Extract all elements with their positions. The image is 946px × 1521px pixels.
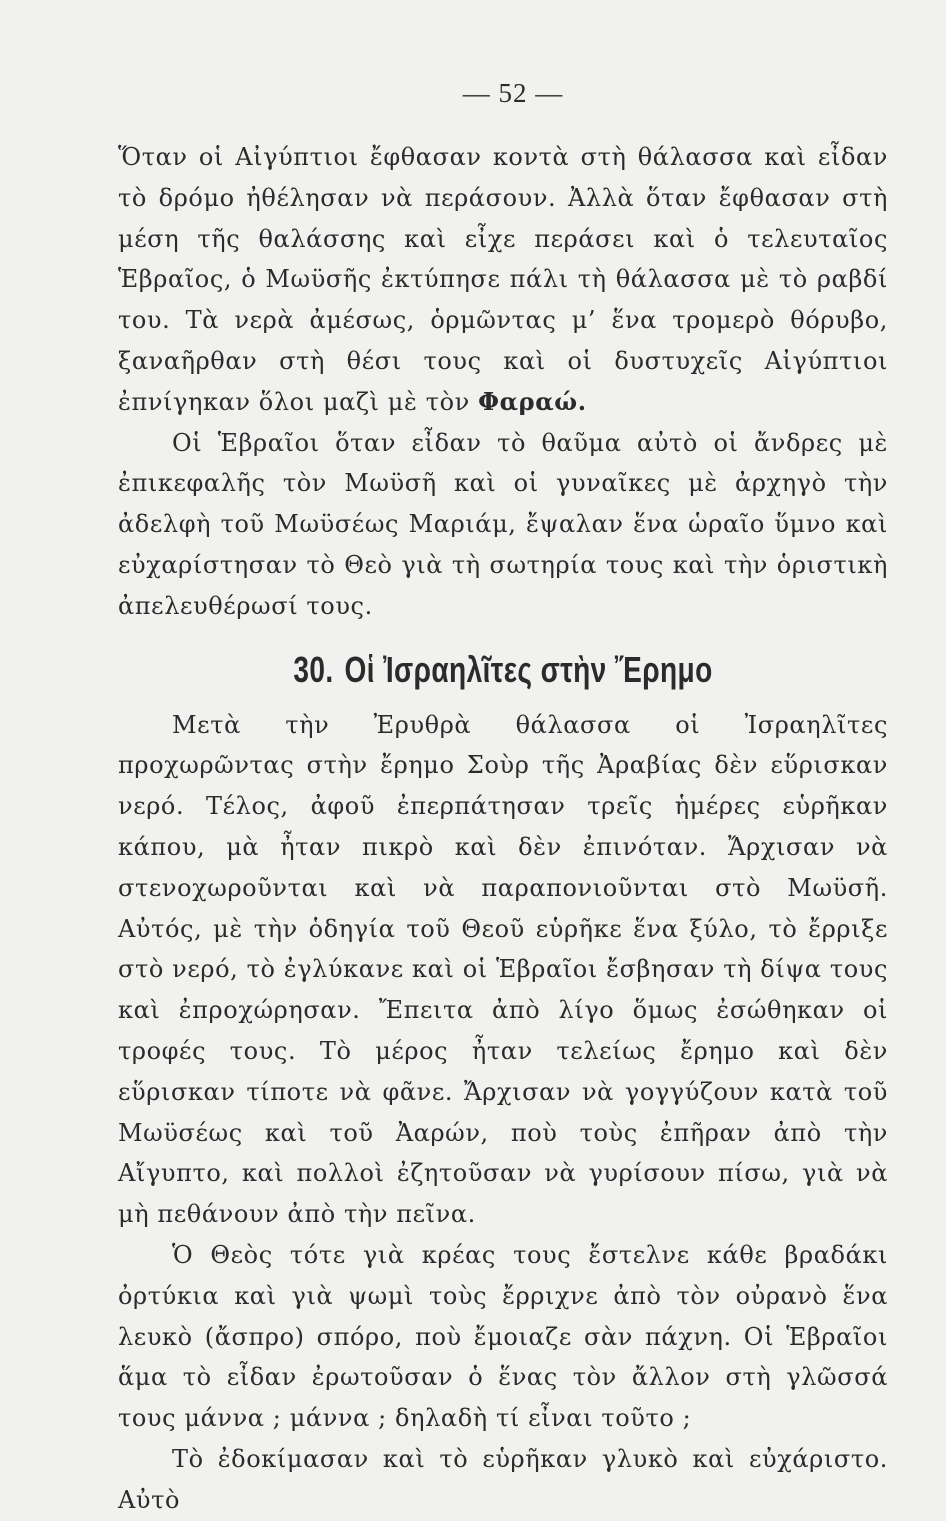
chapter-title: Οἱ Ἰσραηλῖτες στὴν Ἔρημο: [344, 648, 713, 690]
paragraph-desert-journey: Μετὰ τὴν Ἐρυθρὰ θάλασσα οἱ Ἰσραηλῖτες προχωρῶντας στὴν ἔρημο Σοὺρ τῆς Ἀραβίας δὲν εὕρισκαν νερό. Τέλος, ἀφοῦ ἐπερπάτησαν τρεῖς ἡμέρες εὑρῆκαν κάπου, μὰ ἦταν πικρὸ καὶ δὲν ἐπινόταν. Ἄρχισαν νὰ στενοχωροῦνται καὶ νὰ παραπονιοῦνται στὸ Μωϋσῆ. Αὐτός, μὲ τὴν ὁδηγία τοῦ Θεοῦ εὑρῆκε ἕνα ξύλο, τὸ ἔρριξε στὸ νερό, τὸ ἐγλύκανε καὶ οἱ Ἑβραῖοι ἔσβησαν τὴ δίψα τους καὶ ἐπροχώρησαν. Ἔπειτα ἀπὸ λίγο ὅμως ἐσώθηκαν οἱ τροφές τους. Τὸ μέρος ἦταν τελείως ἔρημο καὶ δὲν εὕρισκαν τίποτε νὰ φᾶνε. Ἄρχισαν νὰ γογγύζουν κατὰ τοῦ Μωϋσέως καὶ τοῦ Ἀαρών, ποὺ τοὺς ἐπῆραν ἀπὸ τὴν Αἴγυπτο, καὶ πολλοὶ ἐζητοῦσαν νὰ γυρίσουν πίσω, γιὰ νὰ μὴ πεθάνουν ἀπὸ τὴν πεῖνα.: [118, 710, 888, 1229]
pharaoh-bold-word: Φαραώ.: [478, 386, 587, 416]
paragraph-hymn: Οἱ Ἑβραῖοι ὅταν εἶδαν τὸ θαῦμα αὐτὸ οἱ ἄνδρες μὲ ἐπικεφαλῆς τὸν Μωϋσῆ καὶ οἱ γυναῖκες μὲ ἀρχηγὸ τὴν ἀδελφὴ τοῦ Μωϋσέως Μαριάμ, ἔψαλαν ἕνα ὡραῖο ὕμνο καὶ εὐχαρίστησαν τὸ Θεὸ γιὰ τὴ σωτηρία τους καὶ τὴν ὁριστικὴ ἀπελευθέρωσί τους.: [118, 428, 888, 620]
paragraph-tasted: Τὸ ἐδοκίμασαν καὶ τὸ εὑρῆκαν γλυκὸ καὶ εὐχάριστο. Αὐτὸ: [118, 1444, 888, 1514]
paragraph-text: Ὅταν οἱ Αἰγύπτιοι ἔφθασαν κοντὰ στὴ θάλασσα καὶ εἶδαν τὸ δρόμο ἠθέλησαν νὰ περάσουν. Ἀλλὰ ὅταν ἔφθασαν στὴ μέση τῆς θαλάσσης καὶ εἶχε περάσει καὶ ὁ τελευταῖος Ἑβραῖος, ὁ Μωϋσῆς ἐκτύπησε πάλι τὴ θάλασσα μὲ τὸ ραβδί του. Τὰ νερὰ ἀμέσως, ὁρμῶντας μ’ ἕνα τρομερὸ θόρυβο, ξαναῆρθαν στὴ θέσι τους καὶ οἱ δυστυχεῖς Αἰγύπτιοι ἐπνίγηκαν ὅλοι μαζὶ μὲ τὸν: [118, 143, 888, 416]
chapter-heading: [203, 649, 804, 691]
page-number: — 52 —: [462, 78, 564, 108]
paragraph-egyptians-drowned: [118, 137, 888, 423]
paragraph-manna: Ὁ Θεὸς τότε γιὰ κρέας τους ἔστελνε κάθε βραδάκι ὀρτύκια καὶ γιὰ ψωμὶ τοὺς ἔρριχνε ἀπὸ τὸν οὐρανὸ ἕνα λευκὸ (ἄσπρο) σπόρο, ποὺ ἔμοιαζε σὰν πάχνη. Οἱ Ἑβραῖοι ἅμα τὸ εἶδαν ἐρωτοῦσαν ὁ ἕνας τὸν ἄλλον στὴ γλῶσσά τους μάννα ; μάννα ; δηλαδὴ τί εἶναι τοῦτο ;: [118, 1240, 888, 1433]
chapter-number: 30.: [293, 648, 334, 690]
